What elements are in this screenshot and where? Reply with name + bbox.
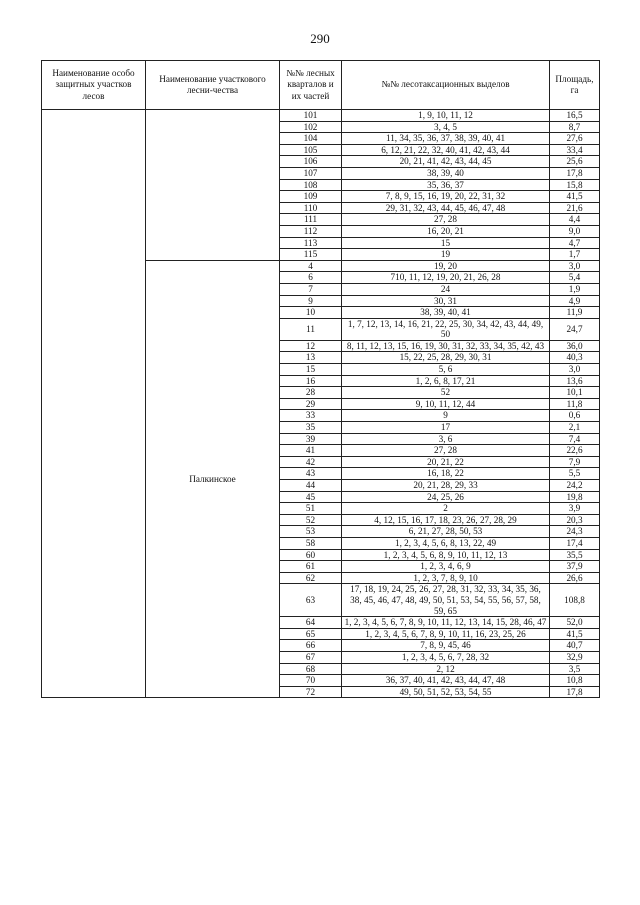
area-cell: 25,6 — [550, 156, 600, 168]
quarter-cell: 65 — [280, 628, 342, 640]
header-forestry: Наименование участкового лесни-чества — [146, 61, 280, 110]
quarter-cell: 11 — [280, 318, 342, 340]
area-cell: 11,9 — [550, 307, 600, 319]
area-cell: 10,8 — [550, 675, 600, 687]
area-cell: 17,8 — [550, 686, 600, 698]
quarter-cell: 28 — [280, 387, 342, 399]
allotments-cell: 1, 2, 6, 8, 17, 21 — [342, 375, 550, 387]
allotments-cell: 1, 7, 12, 13, 14, 16, 21, 22, 25, 30, 34, 42, 43, 44, 49, 50 — [342, 318, 550, 340]
area-cell: 35,5 — [550, 549, 600, 561]
area-cell: 27,6 — [550, 133, 600, 145]
area-cell: 4,9 — [550, 295, 600, 307]
allotments-cell: 52 — [342, 387, 550, 399]
allotments-cell: 5, 6 — [342, 364, 550, 376]
allotments-cell: 24, 25, 26 — [342, 491, 550, 503]
allotments-cell: 4, 12, 15, 16, 17, 18, 23, 26, 27, 28, 29 — [342, 514, 550, 526]
quarter-cell: 110 — [280, 202, 342, 214]
quarter-cell: 68 — [280, 663, 342, 675]
quarter-cell: 13 — [280, 352, 342, 364]
area-cell: 17,4 — [550, 537, 600, 549]
table-row — [42, 110, 600, 122]
allotments-cell: 24 — [342, 283, 550, 295]
quarter-cell: 63 — [280, 584, 342, 617]
allotments-cell: 1, 2, 3, 7, 8, 9, 10 — [342, 572, 550, 584]
allotments-cell: 3, 6 — [342, 433, 550, 445]
area-cell: 0,6 — [550, 410, 600, 422]
allotments-cell: 9, 10, 11, 12, 44 — [342, 398, 550, 410]
allotments-cell: 6, 12, 21, 22, 32, 40, 41, 42, 43, 44 — [342, 144, 550, 156]
header-quarters: №№ лесных кварталов и их частей — [280, 61, 342, 110]
allotments-cell: 19 — [342, 249, 550, 261]
protected-area-cell — [42, 110, 146, 698]
area-cell: 10,1 — [550, 387, 600, 399]
quarter-cell: 111 — [280, 214, 342, 226]
quarter-cell: 102 — [280, 121, 342, 133]
area-cell: 24,2 — [550, 480, 600, 492]
quarter-cell: 41 — [280, 445, 342, 457]
quarter-cell: 15 — [280, 364, 342, 376]
quarter-cell: 105 — [280, 144, 342, 156]
area-cell: 24,7 — [550, 318, 600, 340]
allotments-cell: 7, 8, 9, 45, 46 — [342, 640, 550, 652]
forestry-name-cell: Палкинское — [146, 260, 280, 698]
area-cell: 40,3 — [550, 352, 600, 364]
allotments-cell: 27, 28 — [342, 445, 550, 457]
allotments-cell: 8, 11, 12, 13, 15, 16, 19, 30, 31, 32, 33, 34, 35, 42, 43 — [342, 340, 550, 352]
area-cell: 22,6 — [550, 445, 600, 457]
page-number: 290 — [310, 31, 330, 46]
area-cell: 1,7 — [550, 249, 600, 261]
area-cell: 3,5 — [550, 663, 600, 675]
allotments-cell: 2, 12 — [342, 663, 550, 675]
allotments-cell: 20, 21, 41, 42, 43, 44, 45 — [342, 156, 550, 168]
area-cell: 41,5 — [550, 191, 600, 203]
quarter-cell: 61 — [280, 561, 342, 573]
allotments-cell: 15, 22, 25, 28, 29, 30, 31 — [342, 352, 550, 364]
area-cell: 9,0 — [550, 225, 600, 237]
table-body — [42, 110, 600, 698]
allotments-cell: 16, 18, 22 — [342, 468, 550, 480]
area-cell: 3,0 — [550, 364, 600, 376]
quarter-cell: 66 — [280, 640, 342, 652]
allotments-cell: 11, 34, 35, 36, 37, 38, 39, 40, 41 — [342, 133, 550, 145]
quarter-cell: 60 — [280, 549, 342, 561]
allotments-cell: 15 — [342, 237, 550, 249]
area-cell: 52,0 — [550, 617, 600, 629]
quarter-cell: 9 — [280, 295, 342, 307]
area-cell: 7,9 — [550, 456, 600, 468]
area-cell: 4,4 — [550, 214, 600, 226]
quarter-cell: 101 — [280, 110, 342, 122]
quarter-cell: 104 — [280, 133, 342, 145]
allotments-cell: 35, 36, 37 — [342, 179, 550, 191]
quarter-cell: 33 — [280, 410, 342, 422]
area-cell: 1,9 — [550, 283, 600, 295]
area-cell: 8,7 — [550, 121, 600, 133]
quarter-cell: 72 — [280, 686, 342, 698]
quarter-cell: 45 — [280, 491, 342, 503]
allotments-cell: 49, 50, 51, 52, 53, 54, 55 — [342, 686, 550, 698]
quarter-cell: 44 — [280, 480, 342, 492]
allotments-cell: 3, 4, 5 — [342, 121, 550, 133]
allotments-cell: 30, 31 — [342, 295, 550, 307]
quarter-cell: 107 — [280, 167, 342, 179]
forestry-cell-empty — [146, 110, 280, 261]
area-cell: 32,9 — [550, 651, 600, 663]
allotments-cell: 38, 39, 40, 41 — [342, 307, 550, 319]
quarter-cell: 4 — [280, 260, 342, 272]
quarter-cell: 70 — [280, 675, 342, 687]
area-cell: 5,4 — [550, 272, 600, 284]
quarter-cell: 51 — [280, 503, 342, 515]
area-cell: 26,6 — [550, 572, 600, 584]
quarter-cell: 58 — [280, 537, 342, 549]
allotments-cell: 17 — [342, 422, 550, 434]
area-cell: 3,0 — [550, 260, 600, 272]
allotments-cell: 20, 21, 22 — [342, 456, 550, 468]
area-cell: 15,8 — [550, 179, 600, 191]
quarter-cell: 29 — [280, 398, 342, 410]
allotments-cell: 17, 18, 19, 24, 25, 26, 27, 28, 31, 32, 33, 34, 35, 36, 38, 45, 46, 47, 48, 49, 50, 51, 53, 54, 55, 56, 57, 58, 59, 65 — [342, 584, 550, 617]
allotments-cell: 1, 2, 3, 4, 5, 6, 8, 9, 10, 11, 12, 13 — [342, 549, 550, 561]
area-cell: 17,8 — [550, 167, 600, 179]
quarter-cell: 6 — [280, 272, 342, 284]
allotments-cell: 1, 2, 3, 4, 5, 6, 7, 8, 9, 10, 11, 12, 13, 14, 15, 28, 46, 47 — [342, 617, 550, 629]
quarter-cell: 67 — [280, 651, 342, 663]
quarter-cell: 53 — [280, 526, 342, 538]
quarter-cell: 10 — [280, 307, 342, 319]
area-cell: 20,3 — [550, 514, 600, 526]
allotments-cell: 1, 2, 3, 4, 5, 6, 8, 13, 22, 49 — [342, 537, 550, 549]
allotments-cell: 16, 20, 21 — [342, 225, 550, 237]
area-cell: 7,4 — [550, 433, 600, 445]
allotments-cell: 6, 21, 27, 28, 50, 53 — [342, 526, 550, 538]
area-cell: 41,5 — [550, 628, 600, 640]
quarter-cell: 108 — [280, 179, 342, 191]
allotments-cell: 36, 37, 40, 41, 42, 43, 44, 47, 48 — [342, 675, 550, 687]
header-protected-areas: Наименование особо защитных участков лесов — [42, 61, 146, 110]
area-cell: 2,1 — [550, 422, 600, 434]
quarter-cell: 16 — [280, 375, 342, 387]
allotments-cell: 27, 28 — [342, 214, 550, 226]
area-cell: 33,4 — [550, 144, 600, 156]
quarter-cell: 7 — [280, 283, 342, 295]
allotments-cell: 20, 21, 28, 29, 33 — [342, 480, 550, 492]
area-cell: 16,5 — [550, 110, 600, 122]
header-allotments: №№ лесотаксационных выделов — [342, 61, 550, 110]
area-cell: 108,8 — [550, 584, 600, 617]
area-cell: 36,0 — [550, 340, 600, 352]
quarter-cell: 52 — [280, 514, 342, 526]
quarter-cell: 109 — [280, 191, 342, 203]
area-cell: 24,3 — [550, 526, 600, 538]
quarter-cell: 42 — [280, 456, 342, 468]
allotments-cell: 9 — [342, 410, 550, 422]
area-cell: 37,9 — [550, 561, 600, 573]
area-cell: 40,7 — [550, 640, 600, 652]
quarter-cell: 106 — [280, 156, 342, 168]
table-header-row — [42, 61, 600, 110]
allotments-cell: 1, 9, 10, 11, 12 — [342, 110, 550, 122]
quarter-cell: 39 — [280, 433, 342, 445]
area-cell: 4,7 — [550, 237, 600, 249]
quarter-cell: 35 — [280, 422, 342, 434]
allotments-cell: 29, 31, 32, 43, 44, 45, 46, 47, 48 — [342, 202, 550, 214]
quarter-cell: 64 — [280, 617, 342, 629]
allotments-cell: 1, 2, 3, 4, 6, 9 — [342, 561, 550, 573]
allotments-cell: 38, 39, 40 — [342, 167, 550, 179]
quarter-cell: 62 — [280, 572, 342, 584]
allotments-cell: 7, 8, 9, 15, 16, 19, 20, 22, 31, 32 — [342, 191, 550, 203]
area-cell: 13,6 — [550, 375, 600, 387]
quarter-cell: 43 — [280, 468, 342, 480]
quarter-cell: 115 — [280, 249, 342, 261]
allotments-cell: 19, 20 — [342, 260, 550, 272]
quarter-cell: 112 — [280, 225, 342, 237]
area-cell: 11,8 — [550, 398, 600, 410]
area-cell: 21,6 — [550, 202, 600, 214]
header-area: Площадь, га — [550, 61, 600, 110]
area-cell: 3,9 — [550, 503, 600, 515]
allotments-cell: 2 — [342, 503, 550, 515]
forest-plots-table — [41, 60, 600, 698]
allotments-cell: 710, 11, 12, 19, 20, 21, 26, 28 — [342, 272, 550, 284]
quarter-cell: 12 — [280, 340, 342, 352]
allotments-cell: 1, 2, 3, 4, 5, 6, 7, 28, 32 — [342, 651, 550, 663]
area-cell: 5,5 — [550, 468, 600, 480]
quarter-cell: 113 — [280, 237, 342, 249]
allotments-cell: 1, 2, 3, 4, 5, 6, 7, 8, 9, 10, 11, 16, 23, 25, 26 — [342, 628, 550, 640]
area-cell: 19,8 — [550, 491, 600, 503]
